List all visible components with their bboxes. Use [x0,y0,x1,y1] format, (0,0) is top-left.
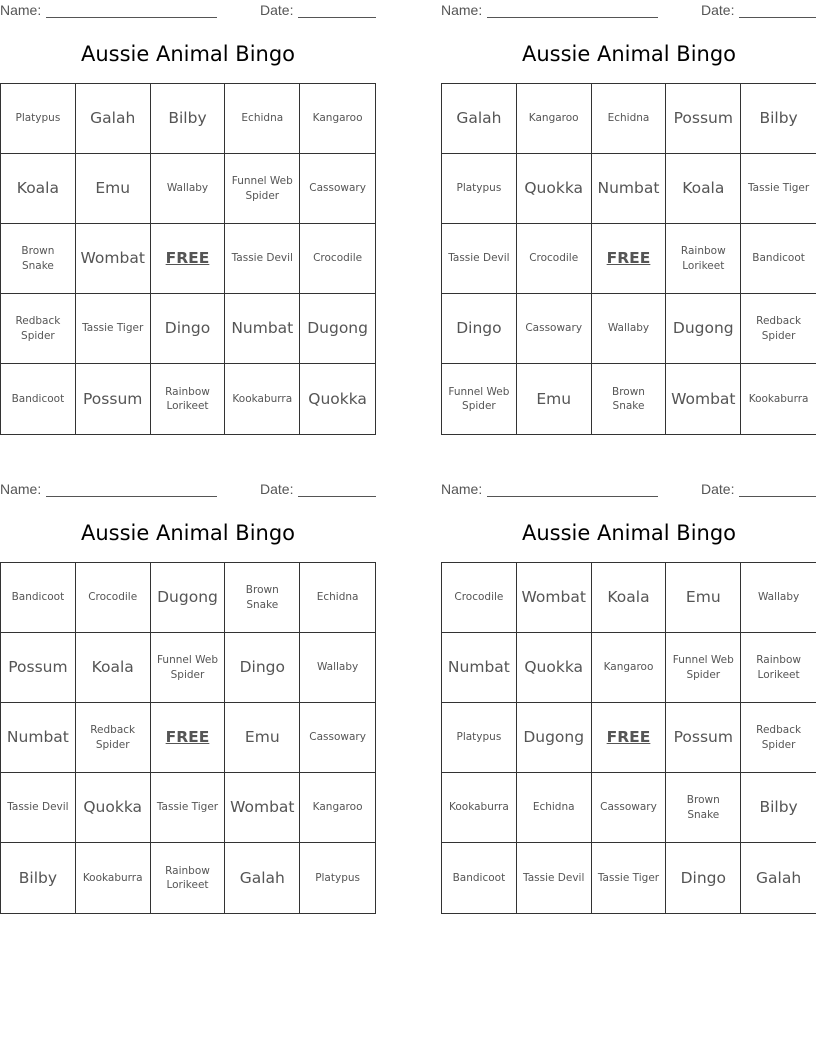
bingo-cell[interactable] [517,84,592,154]
cell-label: Numbat [6,728,69,747]
bingo-cell[interactable] [666,563,741,633]
cell-label: Dugong [523,728,585,747]
cell-label: Platypus [456,731,502,744]
cell-label: Wombat [521,588,586,607]
bingo-cell[interactable] [517,843,592,913]
bingo-cell[interactable] [225,773,300,843]
cell-label: Emu [685,588,721,607]
bingo-cell[interactable] [741,773,816,843]
bingo-cell[interactable] [741,294,816,364]
cell-label: Bandicoot [11,591,65,604]
cell-label: Tassie Tiger [747,182,810,195]
cell-label: Funnel Web Spider [672,654,734,681]
cell-label: Funnel Web Spider [231,175,293,202]
bingo-cell[interactable] [741,563,816,633]
cell-label: Platypus [456,182,502,195]
bingo-cell[interactable] [76,294,151,364]
bingo-cell[interactable] [666,84,741,154]
bingo-cell[interactable] [666,154,741,224]
cell-label: Emu [95,179,131,198]
bingo-cell[interactable] [666,294,741,364]
bingo-cell[interactable] [151,154,226,224]
cell-label: Galah [456,109,502,128]
bingo-cell[interactable] [592,154,667,224]
bingo-cell[interactable] [666,364,741,434]
cell-label: Bandicoot [752,252,805,265]
bingo-cell[interactable] [741,364,816,434]
bingo-cell[interactable] [666,224,741,294]
cell-label: Tassie Tiger [597,871,660,884]
date-label: Date: [260,481,294,497]
cell-label: Wombat [80,249,145,268]
bingo-cell[interactable] [225,703,300,773]
cell-label: FREE [606,249,651,268]
cell-label: Rainbow Lorikeet [756,654,801,681]
bingo-cell[interactable] [666,773,741,843]
bingo-cell[interactable] [442,154,517,224]
bingo-cell[interactable] [666,633,741,703]
cell-label: Tassie Devil [448,252,510,265]
cell-label: Bilby [759,109,798,128]
bingo-cell[interactable] [151,294,226,364]
name-blank[interactable] [487,496,658,497]
cell-label: Bilby [168,109,207,128]
bingo-cell[interactable] [442,843,517,913]
cell-label: Brown Snake [612,385,645,412]
cell-label: Kookaburra [449,801,509,814]
bingo-cell[interactable] [151,843,226,913]
bingo-cell[interactable] [300,633,375,703]
bingo-card [441,479,816,919]
cell-label: Koala [682,179,725,198]
name-blank[interactable] [46,496,217,497]
bingo-cell[interactable] [1,563,76,633]
cell-label: Bilby [18,868,58,887]
cell-label: Quokka [524,658,584,677]
bingo-cell[interactable] [442,703,517,773]
card-header [0,481,376,499]
cell-label: Galah [239,868,285,887]
cell-label: Platypus [15,112,61,125]
cell-label: Redback Spider [15,315,61,342]
bingo-cell[interactable] [1,224,76,294]
bingo-card [0,479,376,919]
bingo-cell[interactable] [151,364,226,434]
cell-label: Dingo [239,658,285,677]
bingo-cell[interactable] [225,843,300,913]
cell-label: Possum [673,109,733,128]
cell-label: Galah [756,868,802,887]
name-blank[interactable] [487,17,658,18]
bingo-cell[interactable] [741,154,816,224]
cell-label: Koala [91,658,134,677]
name-blank[interactable] [46,17,217,18]
bingo-cell[interactable] [76,154,151,224]
bingo-cell[interactable] [517,154,592,224]
free-space[interactable] [151,224,226,294]
cell-label: Funnel Web Spider [448,385,510,412]
bingo-cell[interactable] [1,364,76,434]
bingo-cell[interactable] [1,773,76,843]
cell-label: Redback Spider [756,724,802,751]
bingo-cell[interactable] [300,364,375,434]
cell-label: Dugong [157,588,218,607]
bingo-cell[interactable] [517,703,592,773]
bingo-card [441,0,816,440]
cell-label: Quokka [524,179,584,198]
bingo-cell[interactable] [300,773,375,843]
cell-label: Redback Spider [90,724,136,751]
card-header [441,481,816,499]
cell-label: Kangaroo [312,112,363,125]
name-label: Name: [441,481,483,497]
bingo-cell[interactable] [666,843,741,913]
cell-label: Wallaby [166,182,209,195]
card-title: Aussie Animal Bingo [80,521,296,545]
cell-label: Wallaby [316,661,359,674]
cell-label: Tassie Tiger [82,322,144,335]
cell-label: Numbat [231,319,294,338]
cell-label: Platypus [315,871,360,884]
bingo-cell[interactable] [1,154,76,224]
cell-label: Rainbow Lorikeet [165,864,210,891]
cell-label: Possum [673,728,733,747]
bingo-cell[interactable] [300,224,375,294]
bingo-cell[interactable] [442,364,517,434]
card-title: Aussie Animal Bingo [80,42,296,66]
card-title: Aussie Animal Bingo [521,521,737,545]
bingo-cell[interactable] [225,364,300,434]
bingo-cell[interactable] [76,224,151,294]
cell-label: Kangaroo [312,801,363,814]
bingo-cell[interactable] [442,633,517,703]
date-blank[interactable] [739,17,816,18]
cell-label: Dugong [307,319,368,338]
bingo-cell[interactable] [442,294,517,364]
bingo-cell[interactable] [666,703,741,773]
bingo-cell[interactable] [1,843,76,913]
bingo-cell[interactable] [741,843,816,913]
cell-label: Numbat [447,658,510,677]
cell-label: Dingo [164,319,211,338]
bingo-cell[interactable] [1,633,76,703]
bingo-cell[interactable] [592,84,667,154]
name-label: Name: [0,481,42,497]
bingo-cell[interactable] [225,633,300,703]
cell-label: Kookaburra [82,871,143,884]
bingo-cell[interactable] [76,843,151,913]
cell-label: Cassowary [525,322,583,335]
bingo-cell[interactable] [151,773,226,843]
cell-label: Bandicoot [452,871,506,884]
bingo-grid [0,83,376,435]
cell-label: Cassowary [309,182,366,195]
bingo-cell[interactable] [592,294,667,364]
bingo-cell[interactable] [592,563,667,633]
cell-label: Possum [8,658,68,677]
bingo-cell[interactable] [300,563,375,633]
bingo-cell[interactable] [225,154,300,224]
cell-label: Redback Spider [756,315,802,342]
cell-label: FREE [165,728,210,747]
bingo-cell[interactable] [442,773,517,843]
cell-label: Emu [536,389,572,408]
date-label: Date: [260,2,294,18]
bingo-cell[interactable] [741,633,816,703]
cell-label: Galah [90,109,136,128]
cell-label: Brown Snake [245,584,279,611]
cell-label: Tassie Devil [7,801,69,814]
cell-label: Bandicoot [11,392,65,405]
bingo-cell[interactable] [300,84,375,154]
cell-label: Crocodile [454,591,504,604]
bingo-grid [0,562,376,914]
cell-label: Wallaby [607,322,650,335]
cell-label: Kookaburra [232,392,293,405]
cell-label: FREE [606,728,651,747]
cell-label: Wombat [671,389,736,408]
cell-label: Echidna [241,112,284,125]
bingo-cell[interactable] [1,84,76,154]
card-header [0,2,376,20]
bingo-cell[interactable] [1,703,76,773]
bingo-cell[interactable] [517,773,592,843]
cell-label: Wombat [230,798,295,817]
cell-label: Rainbow Lorikeet [165,385,210,412]
bingo-cell[interactable] [442,563,517,633]
bingo-cell[interactable] [741,84,816,154]
cell-label: Crocodile [88,591,138,604]
bingo-cell[interactable] [76,563,151,633]
bingo-cell[interactable] [151,563,226,633]
cell-label: Kangaroo [603,661,654,674]
cell-label: Possum [83,389,143,408]
cell-label: Echidna [316,591,359,604]
bingo-cell[interactable] [225,84,300,154]
cell-label: Kangaroo [528,112,579,125]
cell-label: Tassie Tiger [156,801,219,814]
bingo-cell[interactable] [741,703,816,773]
cell-label: Rainbow Lorikeet [680,245,726,272]
card-title: Aussie Animal Bingo [521,42,737,66]
cell-label: Crocodile [313,252,363,265]
bingo-cell[interactable] [517,364,592,434]
cell-label: Echidna [532,801,575,814]
cell-label: Echidna [607,112,650,125]
cell-label: Funnel Web Spider [156,654,219,681]
bingo-grid [441,83,816,435]
cell-label: Dingo [680,868,726,887]
cell-label: Bilby [759,798,798,817]
bingo-cell[interactable] [76,84,151,154]
name-label: Name: [441,2,483,18]
bingo-cell[interactable] [76,364,151,434]
cell-label: Brown Snake [686,794,720,821]
bingo-cell[interactable] [741,224,816,294]
bingo-grid [441,562,816,914]
bingo-cell[interactable] [300,154,375,224]
bingo-cell[interactable] [517,633,592,703]
cell-label: Tassie Devil [523,871,585,884]
date-label: Date: [701,2,735,18]
bingo-cell[interactable] [225,224,300,294]
bingo-cell[interactable] [592,773,667,843]
bingo-cell[interactable] [517,224,592,294]
bingo-cell[interactable] [300,294,375,364]
bingo-cell[interactable] [592,364,667,434]
cell-label: Tassie Devil [231,252,293,265]
bingo-cell[interactable] [151,84,226,154]
bingo-cell[interactable] [442,84,517,154]
bingo-cell[interactable] [225,563,300,633]
cell-label: Wallaby [757,591,800,604]
name-label: Name: [0,2,42,18]
cell-label: Cassowary [600,801,657,814]
cell-label: Quokka [308,389,367,408]
bingo-cell[interactable] [592,843,667,913]
bingo-cell[interactable] [76,633,151,703]
bingo-cell[interactable] [1,294,76,364]
cell-label: Quokka [83,798,143,817]
date-blank[interactable] [298,496,376,497]
date-blank[interactable] [298,17,376,18]
bingo-cell[interactable] [517,294,592,364]
cell-label: Emu [244,728,280,747]
cell-label: FREE [165,249,210,268]
bingo-cell[interactable] [300,843,375,913]
cell-label: Kookaburra [748,392,809,405]
free-space[interactable] [592,224,667,294]
bingo-cell[interactable] [592,633,667,703]
cell-label: Koala [607,588,650,607]
bingo-cell[interactable] [300,703,375,773]
date-blank[interactable] [739,496,816,497]
cell-label: Numbat [597,179,660,198]
card-header [441,2,816,20]
bingo-card [0,0,376,440]
bingo-cell[interactable] [76,773,151,843]
cell-label: Dingo [456,319,502,338]
free-space[interactable] [592,703,667,773]
bingo-cell[interactable] [442,224,517,294]
bingo-cell[interactable] [517,563,592,633]
cell-label: Cassowary [309,731,366,744]
free-space[interactable] [151,703,226,773]
bingo-cell[interactable] [225,294,300,364]
bingo-cell[interactable] [151,633,226,703]
bingo-cell[interactable] [76,703,151,773]
cell-label: Crocodile [529,252,579,265]
cell-label: Dugong [672,319,734,338]
cell-label: Koala [16,179,59,198]
cell-label: Brown Snake [21,245,55,272]
date-label: Date: [701,481,735,497]
